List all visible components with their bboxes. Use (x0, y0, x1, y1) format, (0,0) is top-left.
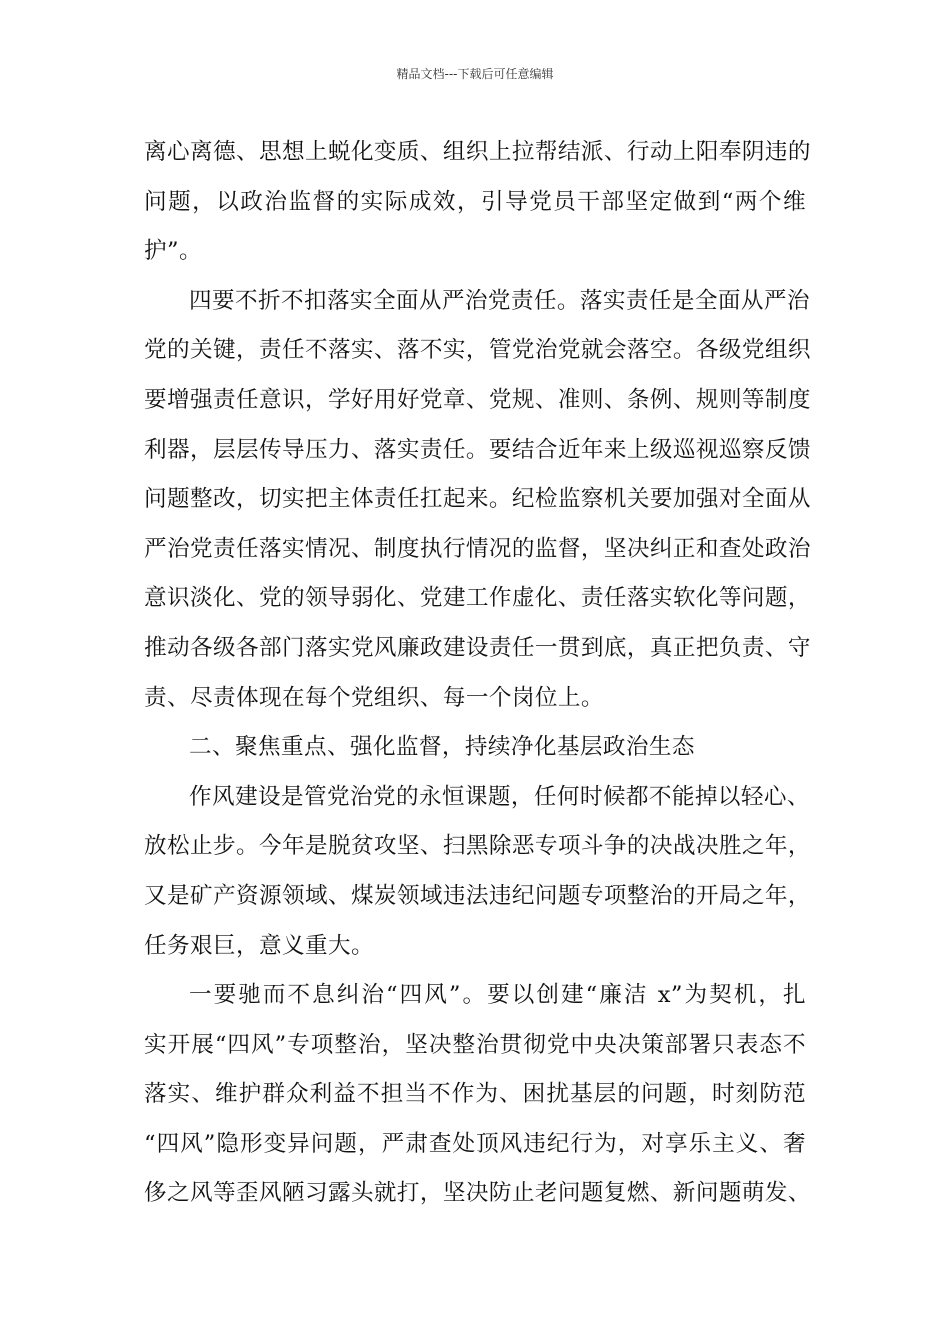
text-line: 落实、维护群众利益不担当不作为、困扰基层的问题，时刻防范 (144, 1081, 806, 1108)
text-line: 意识淡化、党的领导弱化、党建工作虚化、责任落实软化等问题， (144, 585, 811, 612)
text-line: 推动各级各部门落实党风廉政建设责任一贯到底，真正把负责、守 (144, 634, 811, 661)
text-line: 严治党责任落实情况、制度执行情况的监督，坚决纠正和查处政治 (144, 535, 811, 562)
text-line: 任务艰巨，意义重大。 (144, 932, 374, 959)
text-line: 问题整改，切实把主体责任扛起来。纪检监察机关要加强对全面从 (144, 486, 811, 513)
text-line: 作风建设是管党治党的永恒课题，任何时候都不能掉以轻心、 (189, 783, 810, 810)
text-line: 党的关键，责任不落实、落不实，管党治党就会落空。各级党组织 (144, 337, 811, 364)
text-line: 实开展“四风”专项整治，坚决整治贯彻党中央决策部署只表态不 (144, 1031, 806, 1058)
text-line: 侈之风等歪风陋习露头就打，坚决防止老问题复燃、新问题萌发、 (144, 1180, 811, 1207)
page-header: 精品文档---下载后可任意编辑 (396, 67, 554, 81)
text-line: 利器，层层传导压力、落实责任。要结合近年来上级巡视巡察反馈 (144, 436, 811, 463)
text-line: 护”。 (144, 238, 202, 265)
text-line: 要增强责任意识，学好用好党章、党规、准则、条例、规则等制度 (144, 386, 811, 413)
text-line: 责、尽责体现在每个党组织、每一个岗位上。 (144, 684, 604, 711)
text-line: 二、聚焦重点、强化监督，持续净化基层政治生态 (189, 734, 695, 761)
text-line: 离心离德、思想上蜕化变质、组织上拉帮结派、行动上阳奉阴违的 (144, 139, 811, 165)
text-line: 四要不折不扣落实全面从严治党责任。落实责任是全面从严治 (189, 287, 810, 314)
text-line: 放松止步。今年是脱贫攻坚、扫黑除恶专项斗争的决战决胜之年， (144, 833, 811, 860)
text-line: 又是矿产资源领域、煤炭领域违法违纪问题专项整治的开局之年， (144, 882, 811, 909)
text-line: 一要驰而不息纠治“四风”。要以创建“廉洁 x”为契机，扎 (189, 982, 806, 1009)
text-line: “四风”隐形变异问题，严肃查处顶风违纪行为，对享乐主义、奢 (144, 1130, 806, 1157)
document-body (144, 128, 811, 1219)
text-line: 问题，以政治监督的实际成效，引导党员干部坚定做到“两个维 (144, 188, 806, 215)
